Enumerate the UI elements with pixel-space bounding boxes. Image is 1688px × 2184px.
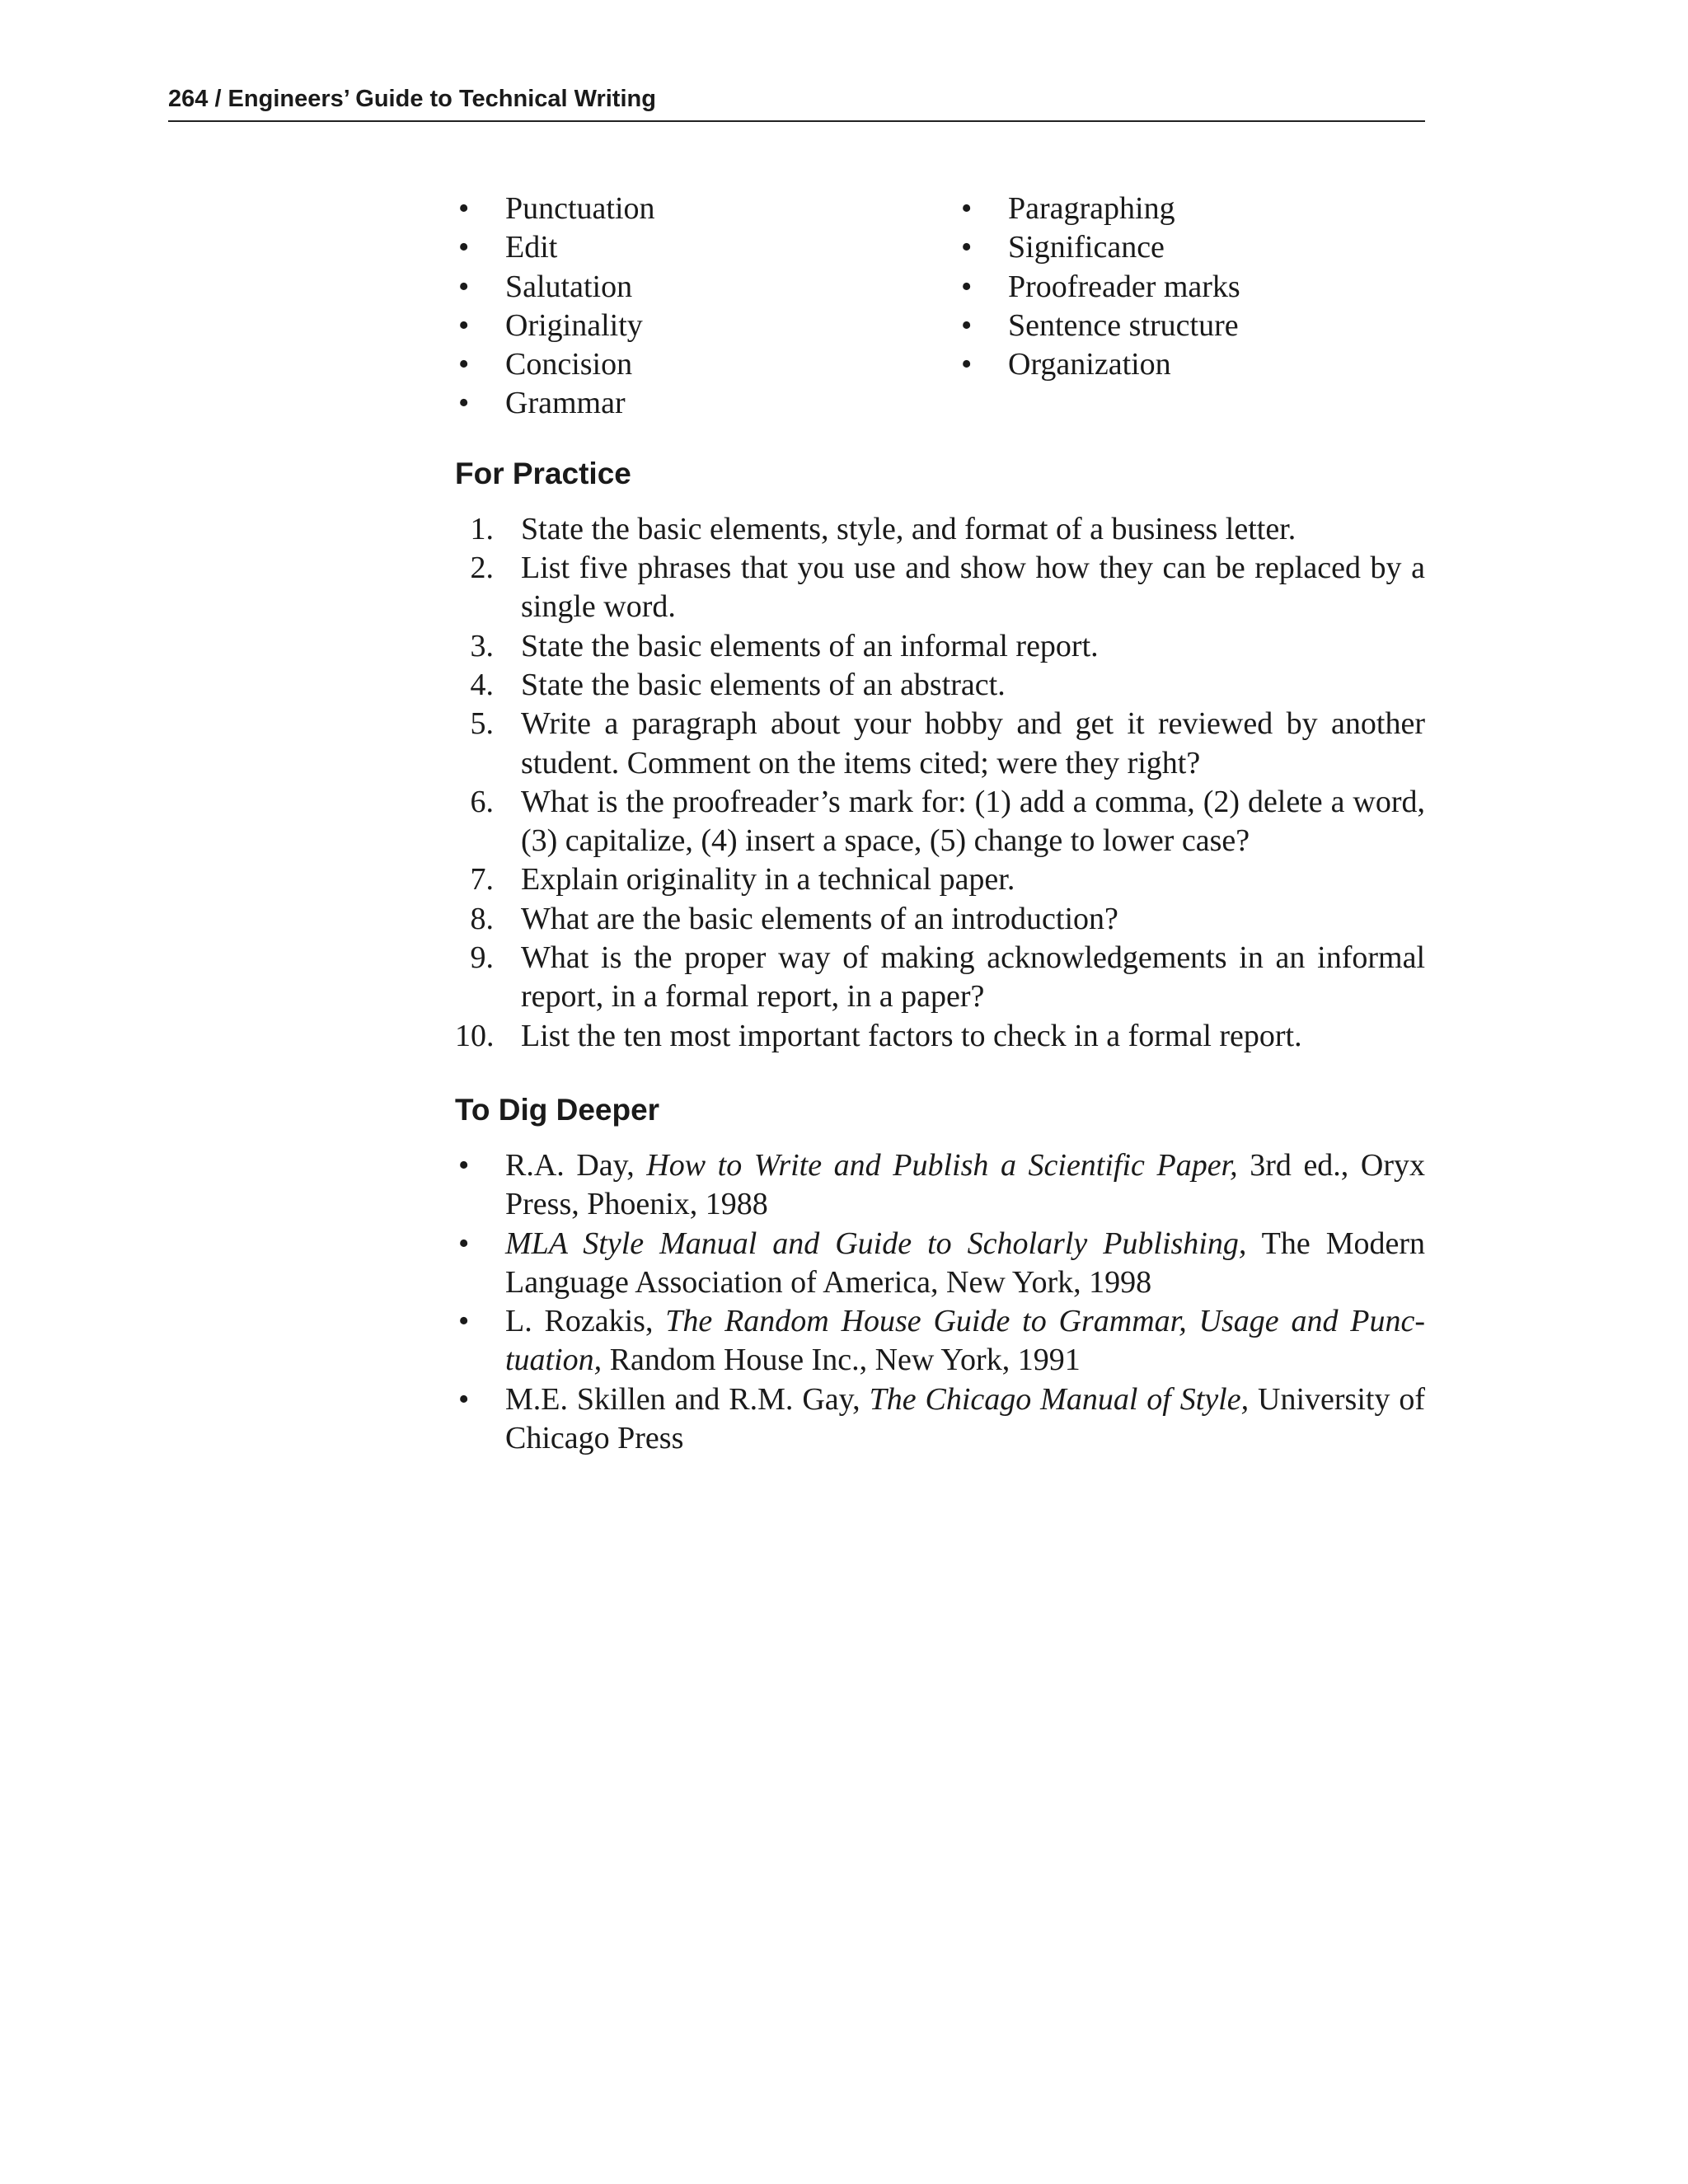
keyword-text: Paragraphing <box>1008 191 1175 226</box>
reference-author: R.A. Day, <box>505 1147 647 1183</box>
item-text: State the basic elements of an abstract. <box>521 667 1006 702</box>
practice-item <box>455 510 1425 549</box>
keyword-text: Proofreader marks <box>1008 269 1240 304</box>
bullet: • <box>961 191 973 226</box>
bullet: • <box>458 1304 470 1339</box>
item-number: 7. <box>470 862 494 898</box>
bullet: • <box>458 230 470 265</box>
keyword-item <box>958 345 1425 384</box>
item-text: List the ten most important factors to check in a formal report. <box>521 1018 1302 1053</box>
practice-item <box>455 860 1425 899</box>
practice-item <box>455 900 1425 939</box>
reference-text <box>505 1380 1425 1459</box>
item-text: What is the proofreader’s mark for: (1) add a comma, (2) delete a word, (3) capitalize, (4) insert a space, (5) change to lower case? <box>521 784 1425 859</box>
section-heading-for-practice: For Practice <box>455 456 631 490</box>
running-head: 264 / Engineers’ Guide to Technical Writing <box>168 82 1425 122</box>
keyword-text: Organization <box>1008 347 1171 382</box>
bullet: • <box>961 307 973 343</box>
keyword-item <box>455 190 958 228</box>
item-number: 8. <box>470 901 494 936</box>
bullet: • <box>961 230 973 265</box>
bullet: • <box>458 269 470 304</box>
item-number: 5. <box>470 706 494 742</box>
bullet: • <box>458 191 470 226</box>
item-text: State the basic elements, style, and format of a business letter. <box>521 511 1296 546</box>
keyword-item <box>455 384 958 423</box>
practice-item <box>455 627 1425 666</box>
bullet: • <box>961 347 973 382</box>
reference-text <box>505 1225 1425 1303</box>
reference-author: L. Rozakis, <box>505 1304 666 1339</box>
practice-item <box>455 1017 1425 1056</box>
reference-publisher: Random House Inc., New York, 1991 <box>602 1343 1081 1378</box>
item-number: 6. <box>470 784 494 819</box>
keyword-text: Sentence structure <box>1008 307 1239 343</box>
item-number: 1. <box>470 511 494 546</box>
item-number: 2. <box>470 551 494 586</box>
item-text: Write a paragraph about your hobby and get it reviewed by another student. Comment on the items cited; were they right? <box>521 706 1425 780</box>
practice-item <box>455 783 1425 861</box>
keyword-text: Grammar <box>505 386 626 421</box>
practice-list <box>455 510 1425 1056</box>
item-text: State the basic elements of an informal report. <box>521 628 1099 663</box>
keyword-list <box>455 190 1425 424</box>
reference-title: The Chicago Manual of Style, <box>869 1381 1250 1417</box>
item-text: List five phrases that you use and show how they can be replaced by a single word. <box>521 551 1425 625</box>
reference-text <box>505 1146 1425 1225</box>
keyword-column-right <box>958 190 1425 424</box>
reference-list <box>455 1146 1425 1458</box>
keyword-item <box>958 228 1425 267</box>
bullet: • <box>458 1226 470 1261</box>
reference-publisher: 3rd ed., Oryx Press, Phoenix, 1988 <box>505 1147 1425 1222</box>
item-number: 3. <box>470 628 494 663</box>
reference-item <box>455 1302 1425 1380</box>
reference-publisher: University of Chicago Press <box>505 1381 1426 1456</box>
item-number: 10. <box>455 1018 495 1053</box>
bullet: • <box>458 1147 470 1183</box>
item-number: 9. <box>470 940 494 976</box>
bullet: • <box>458 386 470 421</box>
practice-item <box>455 666 1425 705</box>
keyword-item <box>958 307 1425 345</box>
keyword-text: Concision <box>505 347 633 382</box>
practice-item <box>455 549 1425 627</box>
item-text: What is the proper way of making acknowledgements in an informal report, in a formal report, in a paper? <box>521 940 1425 1015</box>
bullet: • <box>961 269 973 304</box>
keyword-text: Originality <box>505 307 643 343</box>
keyword-item <box>455 228 958 267</box>
reference-text <box>505 1302 1425 1380</box>
keyword-column-left <box>455 190 958 424</box>
item-number: 4. <box>470 667 494 702</box>
reference-title: How to Write and Publish a Scientific Paper, <box>646 1147 1238 1183</box>
keyword-item <box>455 268 958 307</box>
item-text: Explain originality in a technical paper. <box>521 862 1015 898</box>
bullet: • <box>458 1381 470 1417</box>
reference-publisher: The Modern Language Association of America, New York, 1998 <box>505 1226 1426 1300</box>
bullet: • <box>458 307 470 343</box>
practice-item <box>455 705 1425 783</box>
reference-author: M.E. Skillen and R.M. Gay, <box>505 1381 870 1417</box>
item-text: What are the basic elements of an introduction? <box>521 901 1118 936</box>
keyword-text: Edit <box>505 230 558 265</box>
keyword-item <box>455 345 958 384</box>
reference-title: MLA Style Manual and Guide to Scholarly Publishing, <box>505 1226 1247 1261</box>
keyword-item <box>958 190 1425 228</box>
keyword-item <box>455 307 958 345</box>
keyword-item <box>958 268 1425 307</box>
practice-item <box>455 939 1425 1017</box>
keyword-text: Significance <box>1008 230 1165 265</box>
bullet: • <box>458 347 470 382</box>
reference-title: The Random House Guide to Grammar, Usage and Punctuation, <box>505 1304 1426 1378</box>
keyword-text: Punctuation <box>505 191 655 226</box>
reference-item <box>455 1225 1425 1303</box>
section-heading-to-dig-deeper: To Dig Deeper <box>455 1092 660 1127</box>
page-content <box>455 190 1425 1458</box>
reference-item <box>455 1146 1425 1225</box>
reference-item <box>455 1380 1425 1459</box>
keyword-text: Salutation <box>505 269 633 304</box>
